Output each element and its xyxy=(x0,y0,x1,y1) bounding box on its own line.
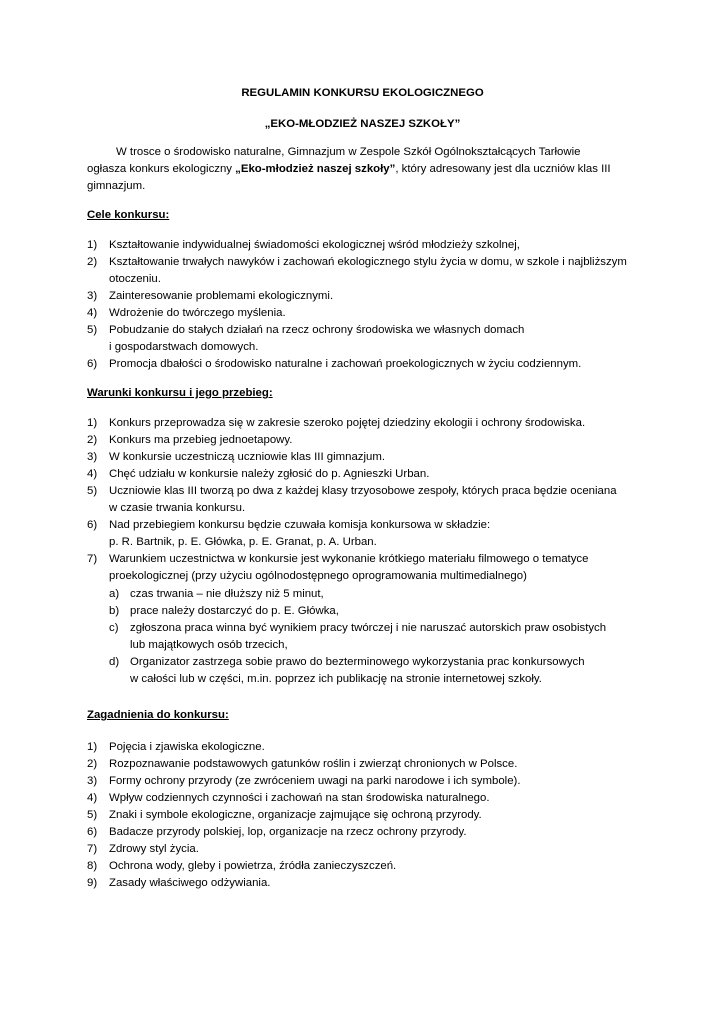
zagadnienia-item-text: Badacze przyrody polskiej, lop, organizacje na rzecz ochrony przyrody. xyxy=(109,826,467,838)
intro-line-2: ogłasza konkurs ekologiczny „Eko-młodzież naszej szkoły”, który adresowany jest dla uczniów klas III xyxy=(87,163,611,175)
warunki-sub-item-text: zgłoszona praca winna być wynikiem pracy twórczej i nie naruszać autorskich praw osobistych xyxy=(130,622,607,634)
zagadnienia-item-text: Zasady właściwego odżywiania. xyxy=(109,877,271,889)
cele-item-number: 5) xyxy=(87,324,98,336)
warunki-item-number: 7) xyxy=(87,553,98,565)
warunki-sub-item-text: czas trwania – nie dłuższy niż 5 minut, xyxy=(130,588,324,600)
section-heading-zagadnienia: Zagadnienia do konkursu: xyxy=(87,709,229,721)
warunki-sub-item-text: Organizator zastrzega sobie prawo do bezterminowego wykorzystania prac konkursowych xyxy=(130,656,585,668)
warunki-sub-item-number: d) xyxy=(109,656,120,668)
warunki-item-text: proekologicznej (przy użyciu ogólnodostępnego oprogramowania multimedialnego) xyxy=(109,570,527,582)
warunki-item-number: 4) xyxy=(87,468,98,480)
zagadnienia-item-text: Wpływ codziennych czynności i zachowań na stan środowiska naturalnego. xyxy=(109,792,490,804)
warunki-sub-item-text: prace należy dostarczyć do p. E. Główka, xyxy=(130,605,339,617)
contest-name: „Eko-młodzież naszej szkoły” xyxy=(235,163,396,175)
document-title: REGULAMIN KONKURSU EKOLOGICZNEGO xyxy=(241,87,484,99)
warunki-sub-item-text: lub majątkowych osób trzecich, xyxy=(130,639,288,651)
warunki-item-text: Nad przebiegiem konkursu będzie czuwała komisja konkursowa w składzie: xyxy=(109,519,491,531)
cele-item-text: otoczeniu. xyxy=(109,273,161,285)
warunki-sub-item-number: b) xyxy=(109,605,120,617)
cele-item-text: Zainteresowanie problemami ekologicznymi. xyxy=(109,290,334,302)
warunki-item-number: 6) xyxy=(87,519,98,531)
warunki-item-text: Konkurs przeprowadza się w zakresie szeroko pojętej dziedziny ekologii i ochrony środowiska. xyxy=(109,417,586,429)
zagadnienia-item-text: Znaki i symbole ekologiczne, organizacje zajmujące się ochroną przyrody. xyxy=(109,809,482,821)
cele-item-text: Pobudzanie do stałych działań na rzecz ochrony środowiska we własnych domach xyxy=(109,324,525,336)
cele-item-text: Kształtowanie trwałych nawyków i zachowań ekologicznego stylu życia w domu, w szkole i najbliższym xyxy=(109,256,627,268)
zagadnienia-item-text: Formy ochrony przyrody (ze zwróceniem uwagi na parki narodowe i ich symbole). xyxy=(109,775,521,787)
section-heading-warunki: Warunki konkursu i jego przebieg: xyxy=(87,387,273,399)
warunki-item-number: 1) xyxy=(87,417,98,429)
warunki-item-text: W konkursie uczestniczą uczniowie klas III gimnazjum. xyxy=(109,451,386,463)
warunki-item-number: 5) xyxy=(87,485,98,497)
zagadnienia-item-number: 4) xyxy=(87,792,98,804)
cele-item-number: 3) xyxy=(87,290,98,302)
warunki-sub-item-text: w całości lub w części, m.in. poprzez ich publikację na stronie internetowej szkoły. xyxy=(130,673,542,685)
cele-item-text: i gospodarstwach domowych. xyxy=(109,341,259,353)
warunki-item-text: Konkurs ma przebieg jednoetapowy. xyxy=(109,434,293,446)
zagadnienia-item-number: 8) xyxy=(87,860,98,872)
section-heading-cele: Cele konkursu: xyxy=(87,209,170,221)
warunki-item-text: Chęć udziału w konkursie należy zgłosić do p. Agnieszki Urban. xyxy=(109,468,430,480)
zagadnienia-item-text: Ochrona wody, gleby i powietrza, źródła zanieczyszczeń. xyxy=(109,860,397,872)
warunki-item-text: Warunkiem uczestnictwa w konkursie jest wykonanie krótkiego materiału filmowego o tematyce xyxy=(109,553,589,565)
zagadnienia-item-number: 7) xyxy=(87,843,98,855)
cele-item-number: 6) xyxy=(87,358,98,370)
cele-item-text: Promocja dbałości o środowisko naturalne i zachowań proekologicznych w życiu codziennym. xyxy=(109,358,582,370)
cele-item-text: Wdrożenie do twórczego myślenia. xyxy=(109,307,286,319)
warunki-sub-item-number: a) xyxy=(109,588,120,600)
warunki-sub-item-number: c) xyxy=(109,622,119,634)
cele-item-number: 1) xyxy=(87,239,98,251)
zagadnienia-item-number: 6) xyxy=(87,826,98,838)
cele-item-number: 4) xyxy=(87,307,98,319)
zagadnienia-item-number: 1) xyxy=(87,741,98,753)
zagadnienia-item-number: 3) xyxy=(87,775,98,787)
warunki-item-text: Uczniowie klas III tworzą po dwa z każdej klasy trzyosobowe zespoły, których praca będzie oceniana xyxy=(109,485,617,497)
warunki-item-text: w czasie trwania konkursu. xyxy=(109,502,246,514)
document-subtitle: „EKO-MŁODZIEŻ NASZEJ SZKOŁY” xyxy=(264,118,461,130)
warunki-item-number: 2) xyxy=(87,434,98,446)
warunki-item-number: 3) xyxy=(87,451,98,463)
zagadnienia-item-text: Zdrowy styl życia. xyxy=(109,843,199,855)
intro-line-1: W trosce o środowisko naturalne, Gimnazjum w Zespole Szkół Ogólnokształcących Tarłowie xyxy=(116,146,581,158)
zagadnienia-item-text: Rozpoznawanie podstawowych gatunków roślin i zwierząt chronionych w Polsce. xyxy=(109,758,518,770)
zagadnienia-item-text: Pojęcia i zjawiska ekologiczne. xyxy=(109,741,265,753)
intro-line-3: gimnazjum. xyxy=(87,180,146,192)
zagadnienia-item-number: 5) xyxy=(87,809,98,821)
cele-item-text: Kształtowanie indywidualnej świadomości ekologicznej wśród młodzieży szkolnej, xyxy=(109,239,520,251)
cele-item-number: 2) xyxy=(87,256,98,268)
zagadnienia-item-number: 9) xyxy=(87,877,98,889)
warunki-item-text: p. R. Bartnik, p. E. Główka, p. E. Granat, p. A. Urban. xyxy=(109,536,377,548)
zagadnienia-item-number: 2) xyxy=(87,758,98,770)
